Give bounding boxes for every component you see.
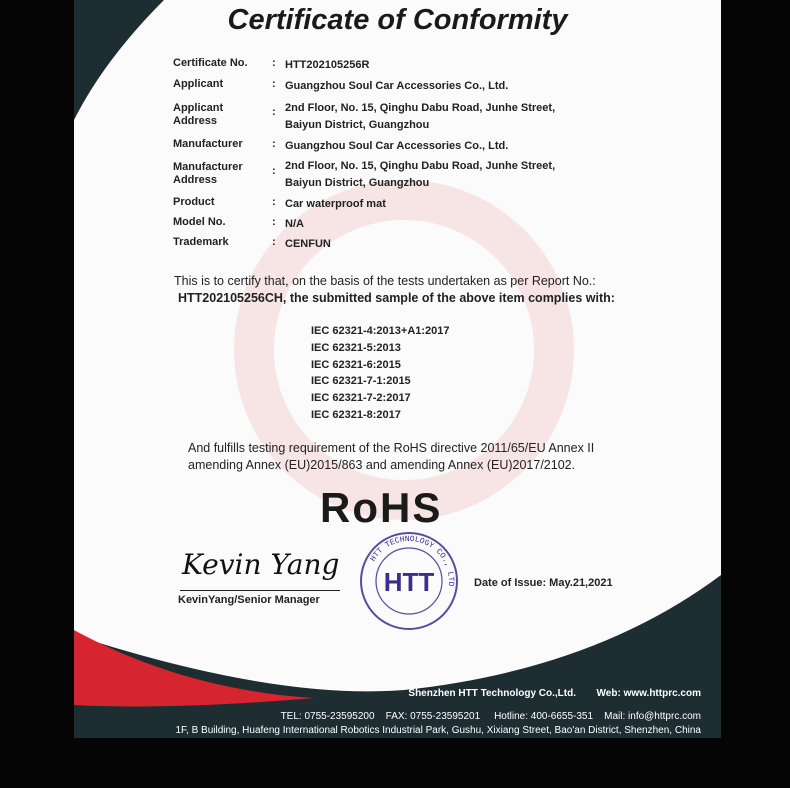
- value-line: Baiyun District, Guangzhou: [285, 119, 430, 131]
- field-label: Applicant: [173, 78, 224, 90]
- standard-item: IEC 62321-5:2013: [311, 341, 401, 354]
- certificate-title: Certificate of Conformity: [227, 4, 568, 36]
- certify-statement: [174, 273, 615, 307]
- field-label: Manufacturer Address: [173, 161, 243, 186]
- value-line: CENFUN: [285, 238, 331, 250]
- value-line: N/A: [285, 218, 304, 230]
- statement-line: [174, 290, 615, 307]
- signature: Kevin Yang: [182, 548, 340, 581]
- footer-web[interactable]: Web: www.httprc.com: [596, 688, 701, 699]
- field-label: Product: [173, 196, 215, 208]
- rohs-mark: RoHS: [320, 484, 443, 531]
- standard-item: IEC 62321-6:2015: [311, 358, 401, 371]
- colon: :: [272, 57, 276, 69]
- field-value: [285, 216, 705, 233]
- statement-line: amending Annex (EU)2015/863 and amending Annex (EU)2017/2102.: [188, 458, 576, 472]
- colon: :: [272, 78, 276, 90]
- colon: :: [272, 216, 276, 228]
- value-line: Baiyun District, Guangzhou: [285, 177, 430, 189]
- field-label: Trademark: [173, 236, 229, 248]
- standard-item: IEC 62321-8:2017: [311, 408, 401, 421]
- standard-item: IEC 62321-7-1:2015: [311, 375, 411, 388]
- colon: :: [272, 138, 276, 150]
- value-line: Guangzhou Soul Car Accessories Co., Ltd.: [285, 80, 509, 92]
- stamp-center-text: HTT: [383, 567, 435, 597]
- signature-line: [180, 590, 340, 591]
- value-line: 2nd Floor, No. 15, Qinghu Dabu Road, Junhe Street,: [285, 102, 556, 114]
- value-line: Guangzhou Soul Car Accessories Co., Ltd.: [285, 140, 509, 152]
- statement-line-text: HTT202105256CH, the submitted sample of the above item complies with:: [178, 291, 615, 305]
- footer-address: 1F, B Building, Huafeng International Robotics Industrial Park, Gushu, Xixiang Street, Bao'an District, Shenzhen, China: [175, 725, 701, 736]
- field-value: [285, 196, 705, 213]
- value-line: Car waterproof mat: [285, 198, 386, 210]
- certificate: [74, 0, 721, 738]
- date-of-issue: Date of Issue: May.21,2021: [474, 577, 613, 589]
- colon: :: [272, 196, 276, 208]
- standards-list: [311, 323, 450, 424]
- footer-company: Shenzhen HTT Technology Co.,Ltd.: [408, 688, 576, 699]
- statement-line: And fulfills testing requirement of the RoHS directive 2011/65/EU Annex II: [188, 441, 595, 455]
- field-value: [285, 236, 705, 253]
- company-stamp: [358, 530, 460, 632]
- field-label: Model No.: [173, 216, 226, 228]
- signer-title: KevinYang/Senior Manager: [178, 594, 320, 606]
- colon: :: [272, 106, 276, 118]
- field-value: [285, 78, 705, 95]
- standard-item: IEC 62321-7-2:2017: [311, 392, 411, 405]
- value-line: 2nd Floor, No. 15, Qinghu Dabu Road, Junhe Street,: [285, 160, 556, 172]
- field-label: Applicant Address: [173, 102, 224, 127]
- field-label: Certificate No.: [173, 57, 248, 69]
- field-label: Manufacturer: [173, 138, 243, 150]
- field-value: [285, 158, 705, 192]
- value-line: HTT202105256R: [285, 59, 370, 71]
- field-value: [285, 57, 705, 74]
- colon: :: [272, 236, 276, 248]
- colon: :: [272, 165, 276, 177]
- footer-contact: TEL: 0755-23595200 FAX: 0755-23595201 Hotline: 400-6655-351 Mail: info@httprc.com: [280, 711, 701, 722]
- statement-line: This is to certify that, on the basis of the tests undertaken as per Report No.:: [174, 274, 596, 288]
- rohs-statement: [188, 440, 594, 474]
- standard-item: IEC 62321-4:2013+A1:2017: [311, 325, 450, 337]
- field-value: [285, 138, 705, 155]
- field-value: [285, 100, 705, 134]
- stamp-ring-text: HTT TECHNOLOGY CO., LTD: [368, 534, 456, 587]
